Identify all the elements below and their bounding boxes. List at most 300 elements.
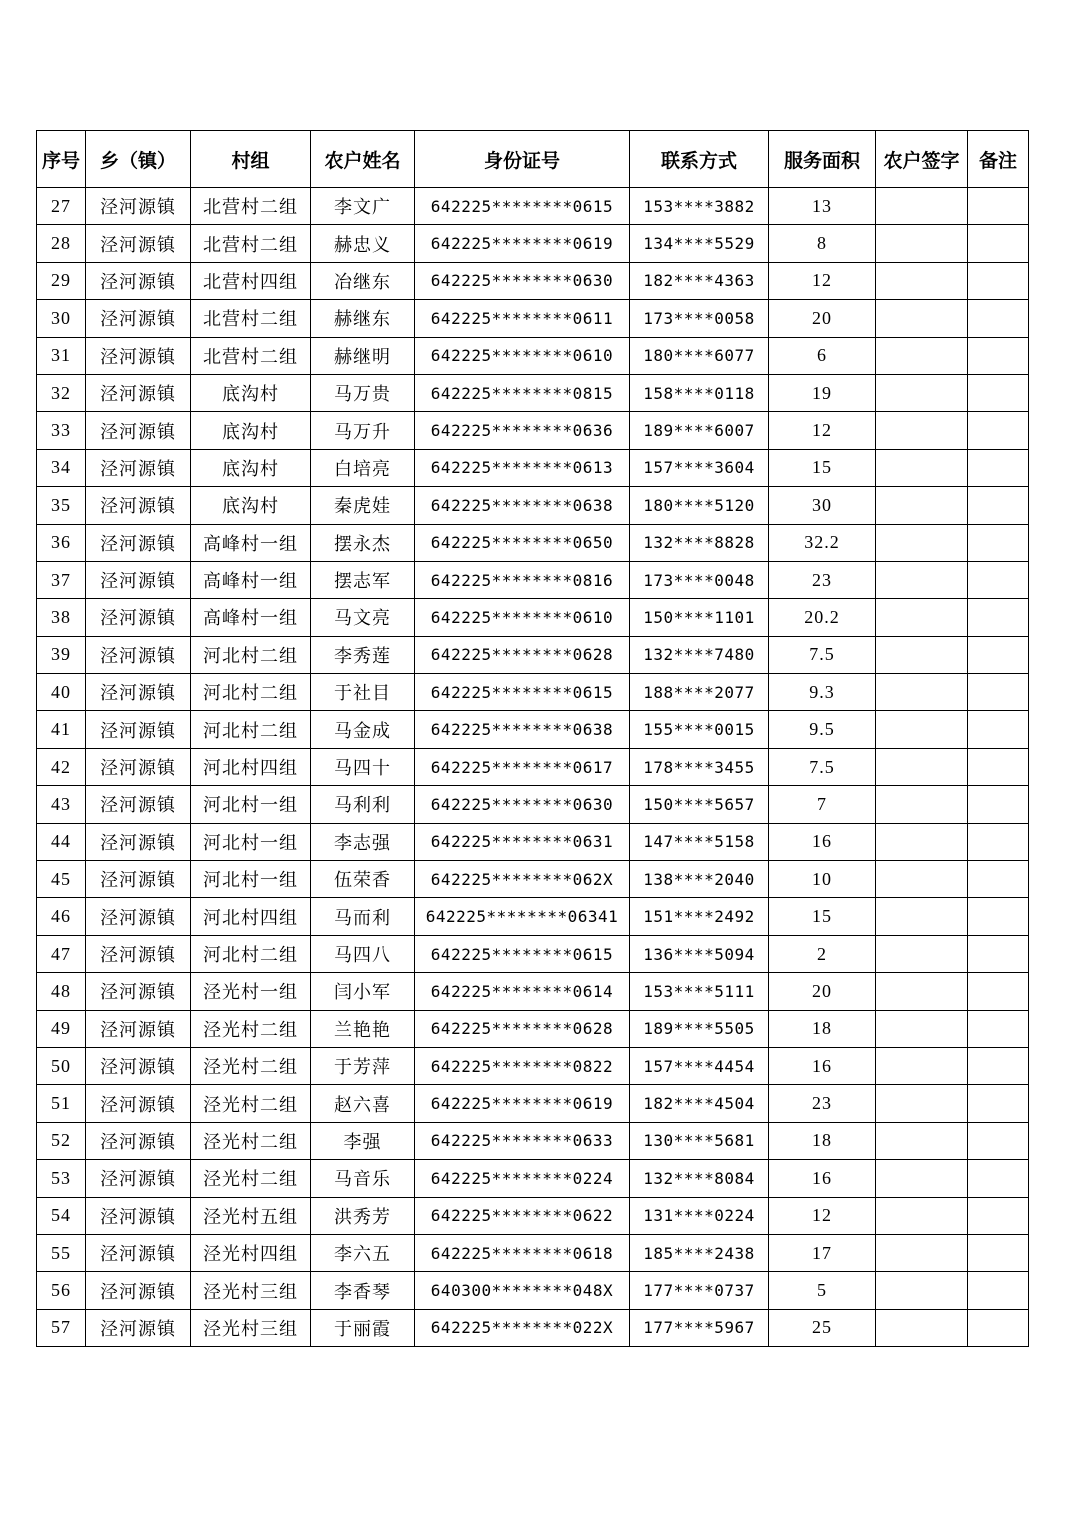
cell-village-group: 河北村二组 bbox=[191, 711, 311, 748]
cell-farmer-name: 马四八 bbox=[311, 935, 415, 972]
cell-farmer-name: 赫继东 bbox=[311, 300, 415, 337]
cell-seq: 54 bbox=[37, 1197, 86, 1234]
cell-contact: 157****3604 bbox=[630, 449, 769, 486]
cell-id-number: 642225********0630 bbox=[415, 786, 630, 823]
cell-contact: 132****7480 bbox=[630, 636, 769, 673]
cell-contact: 157****4454 bbox=[630, 1047, 769, 1084]
cell-farmer-name: 李香琴 bbox=[311, 1272, 415, 1309]
table-row bbox=[37, 823, 1029, 860]
cell-contact: 153****3882 bbox=[630, 188, 769, 225]
cell-township: 泾河源镇 bbox=[86, 1234, 191, 1271]
cell-farmer-name: 兰艳艳 bbox=[311, 1010, 415, 1047]
cell-village-group: 泾光村三组 bbox=[191, 1272, 311, 1309]
table-row bbox=[37, 1272, 1029, 1309]
cell-farmer-signature bbox=[876, 374, 968, 411]
cell-village-group: 河北村二组 bbox=[191, 935, 311, 972]
cell-remarks bbox=[968, 1309, 1029, 1346]
cell-township: 泾河源镇 bbox=[86, 300, 191, 337]
cell-seq: 30 bbox=[37, 300, 86, 337]
table-row bbox=[37, 1010, 1029, 1047]
cell-farmer-signature bbox=[876, 711, 968, 748]
cell-village-group: 泾光村二组 bbox=[191, 1047, 311, 1084]
cell-service-area: 20 bbox=[769, 300, 876, 337]
cell-farmer-signature bbox=[876, 1272, 968, 1309]
cell-contact: 132****8828 bbox=[630, 524, 769, 561]
cell-farmer-name: 赫忠义 bbox=[311, 225, 415, 262]
cell-id-number: 642225********0638 bbox=[415, 487, 630, 524]
cell-remarks bbox=[968, 1197, 1029, 1234]
cell-farmer-name: 马金成 bbox=[311, 711, 415, 748]
cell-service-area: 17 bbox=[769, 1234, 876, 1271]
cell-farmer-signature bbox=[876, 861, 968, 898]
cell-id-number: 642225********0610 bbox=[415, 599, 630, 636]
cell-farmer-name: 李六五 bbox=[311, 1234, 415, 1271]
cell-service-area: 30 bbox=[769, 487, 876, 524]
cell-remarks bbox=[968, 1047, 1029, 1084]
cell-village-group: 北营村二组 bbox=[191, 188, 311, 225]
table-row bbox=[37, 1309, 1029, 1346]
cell-contact: 151****2492 bbox=[630, 898, 769, 935]
cell-seq: 38 bbox=[37, 599, 86, 636]
cell-farmer-signature bbox=[876, 449, 968, 486]
cell-id-number: 642225********0617 bbox=[415, 748, 630, 785]
cell-village-group: 河北村一组 bbox=[191, 823, 311, 860]
cell-contact: 180****6077 bbox=[630, 337, 769, 374]
cell-seq: 53 bbox=[37, 1160, 86, 1197]
cell-id-number: 642225********0611 bbox=[415, 300, 630, 337]
cell-township: 泾河源镇 bbox=[86, 1160, 191, 1197]
cell-farmer-signature bbox=[876, 300, 968, 337]
cell-remarks bbox=[968, 636, 1029, 673]
cell-seq: 50 bbox=[37, 1047, 86, 1084]
cell-contact: 182****4504 bbox=[630, 1085, 769, 1122]
cell-farmer-name: 马音乐 bbox=[311, 1160, 415, 1197]
table-row bbox=[37, 300, 1029, 337]
cell-township: 泾河源镇 bbox=[86, 861, 191, 898]
cell-village-group: 河北村一组 bbox=[191, 786, 311, 823]
cell-remarks bbox=[968, 861, 1029, 898]
cell-id-number: 642225********0614 bbox=[415, 973, 630, 1010]
cell-farmer-name: 摆志军 bbox=[311, 561, 415, 598]
cell-village-group: 泾光村一组 bbox=[191, 973, 311, 1010]
cell-seq: 44 bbox=[37, 823, 86, 860]
cell-id-number: 642225********0630 bbox=[415, 262, 630, 299]
cell-contact: 173****0048 bbox=[630, 561, 769, 598]
cell-farmer-signature bbox=[876, 599, 968, 636]
cell-village-group: 泾光村四组 bbox=[191, 1234, 311, 1271]
cell-service-area: 8 bbox=[769, 225, 876, 262]
cell-township: 泾河源镇 bbox=[86, 412, 191, 449]
cell-contact: 189****5505 bbox=[630, 1010, 769, 1047]
cell-id-number: 642225********0631 bbox=[415, 823, 630, 860]
cell-farmer-signature bbox=[876, 188, 968, 225]
cell-id-number: 642225********0615 bbox=[415, 674, 630, 711]
cell-village-group: 北营村四组 bbox=[191, 262, 311, 299]
cell-seq: 47 bbox=[37, 935, 86, 972]
cell-remarks bbox=[968, 1085, 1029, 1122]
cell-farmer-name: 马文亮 bbox=[311, 599, 415, 636]
cell-id-number: 642225********0633 bbox=[415, 1122, 630, 1159]
cell-contact: 155****0015 bbox=[630, 711, 769, 748]
cell-township: 泾河源镇 bbox=[86, 1085, 191, 1122]
cell-farmer-signature bbox=[876, 973, 968, 1010]
cell-village-group: 河北村二组 bbox=[191, 674, 311, 711]
cell-village-group: 泾光村二组 bbox=[191, 1160, 311, 1197]
table-row bbox=[37, 1047, 1029, 1084]
cell-contact: 185****2438 bbox=[630, 1234, 769, 1271]
header-id-number: 身份证号 bbox=[415, 131, 630, 188]
cell-id-number: 642225********0615 bbox=[415, 935, 630, 972]
cell-farmer-signature bbox=[876, 823, 968, 860]
cell-farmer-signature bbox=[876, 935, 968, 972]
cell-village-group: 高峰村一组 bbox=[191, 561, 311, 598]
cell-service-area: 9.5 bbox=[769, 711, 876, 748]
table-row bbox=[37, 786, 1029, 823]
cell-id-number: 642225********0622 bbox=[415, 1197, 630, 1234]
cell-seq: 37 bbox=[37, 561, 86, 598]
table-row bbox=[37, 374, 1029, 411]
cell-service-area: 23 bbox=[769, 1085, 876, 1122]
table-row bbox=[37, 487, 1029, 524]
cell-farmer-signature bbox=[876, 524, 968, 561]
cell-remarks bbox=[968, 524, 1029, 561]
cell-village-group: 河北村二组 bbox=[191, 636, 311, 673]
cell-remarks bbox=[968, 412, 1029, 449]
cell-farmer-signature bbox=[876, 225, 968, 262]
cell-township: 泾河源镇 bbox=[86, 935, 191, 972]
cell-village-group: 泾光村二组 bbox=[191, 1010, 311, 1047]
cell-remarks bbox=[968, 898, 1029, 935]
cell-village-group: 底沟村 bbox=[191, 374, 311, 411]
cell-farmer-signature bbox=[876, 748, 968, 785]
cell-contact: 150****1101 bbox=[630, 599, 769, 636]
cell-township: 泾河源镇 bbox=[86, 636, 191, 673]
cell-seq: 35 bbox=[37, 487, 86, 524]
cell-farmer-name: 赵六喜 bbox=[311, 1085, 415, 1122]
cell-farmer-name: 赫继明 bbox=[311, 337, 415, 374]
table-row bbox=[37, 935, 1029, 972]
cell-farmer-signature bbox=[876, 561, 968, 598]
cell-seq: 39 bbox=[37, 636, 86, 673]
cell-id-number: 642225********0638 bbox=[415, 711, 630, 748]
cell-remarks bbox=[968, 599, 1029, 636]
cell-service-area: 19 bbox=[769, 374, 876, 411]
cell-village-group: 泾光村二组 bbox=[191, 1122, 311, 1159]
cell-id-number: 642225********0822 bbox=[415, 1047, 630, 1084]
cell-contact: 150****5657 bbox=[630, 786, 769, 823]
cell-farmer-name: 秦虎娃 bbox=[311, 487, 415, 524]
cell-township: 泾河源镇 bbox=[86, 225, 191, 262]
cell-township: 泾河源镇 bbox=[86, 561, 191, 598]
cell-seq: 56 bbox=[37, 1272, 86, 1309]
cell-remarks bbox=[968, 674, 1029, 711]
table-row bbox=[37, 861, 1029, 898]
cell-seq: 52 bbox=[37, 1122, 86, 1159]
cell-village-group: 泾光村二组 bbox=[191, 1085, 311, 1122]
cell-service-area: 32.2 bbox=[769, 524, 876, 561]
cell-id-number: 642225********0615 bbox=[415, 188, 630, 225]
cell-township: 泾河源镇 bbox=[86, 711, 191, 748]
cell-service-area: 20.2 bbox=[769, 599, 876, 636]
table-row bbox=[37, 1160, 1029, 1197]
cell-farmer-signature bbox=[876, 1047, 968, 1084]
cell-id-number: 642225********0224 bbox=[415, 1160, 630, 1197]
cell-village-group: 高峰村一组 bbox=[191, 524, 311, 561]
cell-village-group: 北营村二组 bbox=[191, 337, 311, 374]
cell-seq: 27 bbox=[37, 188, 86, 225]
cell-id-number: 642225********06341 bbox=[415, 898, 630, 935]
cell-farmer-signature bbox=[876, 337, 968, 374]
cell-seq: 40 bbox=[37, 674, 86, 711]
cell-village-group: 北营村二组 bbox=[191, 225, 311, 262]
cell-township: 泾河源镇 bbox=[86, 674, 191, 711]
cell-contact: 158****0118 bbox=[630, 374, 769, 411]
cell-service-area: 12 bbox=[769, 1197, 876, 1234]
cell-id-number: 642225********0636 bbox=[415, 412, 630, 449]
table-row bbox=[37, 188, 1029, 225]
cell-seq: 34 bbox=[37, 449, 86, 486]
cell-farmer-name: 李文广 bbox=[311, 188, 415, 225]
cell-farmer-signature bbox=[876, 1160, 968, 1197]
cell-remarks bbox=[968, 935, 1029, 972]
cell-contact: 130****5681 bbox=[630, 1122, 769, 1159]
cell-township: 泾河源镇 bbox=[86, 524, 191, 561]
cell-remarks bbox=[968, 300, 1029, 337]
cell-township: 泾河源镇 bbox=[86, 786, 191, 823]
cell-township: 泾河源镇 bbox=[86, 1309, 191, 1346]
cell-township: 泾河源镇 bbox=[86, 1122, 191, 1159]
header-township: 乡（镇） bbox=[86, 131, 191, 188]
cell-remarks bbox=[968, 786, 1029, 823]
cell-contact: 153****5111 bbox=[630, 973, 769, 1010]
cell-service-area: 6 bbox=[769, 337, 876, 374]
cell-village-group: 河北村四组 bbox=[191, 898, 311, 935]
cell-service-area: 9.3 bbox=[769, 674, 876, 711]
cell-farmer-signature bbox=[876, 1309, 968, 1346]
cell-seq: 45 bbox=[37, 861, 86, 898]
table-row bbox=[37, 674, 1029, 711]
cell-township: 泾河源镇 bbox=[86, 748, 191, 785]
cell-service-area: 25 bbox=[769, 1309, 876, 1346]
cell-service-area: 13 bbox=[769, 188, 876, 225]
table-row bbox=[37, 711, 1029, 748]
header-seq: 序号 bbox=[37, 131, 86, 188]
cell-service-area: 16 bbox=[769, 1160, 876, 1197]
cell-village-group: 泾光村五组 bbox=[191, 1197, 311, 1234]
cell-id-number: 642225********0650 bbox=[415, 524, 630, 561]
table-row bbox=[37, 636, 1029, 673]
table-body bbox=[37, 188, 1029, 1347]
cell-service-area: 16 bbox=[769, 823, 876, 860]
cell-township: 泾河源镇 bbox=[86, 1010, 191, 1047]
cell-farmer-signature bbox=[876, 674, 968, 711]
cell-id-number: 642225********0610 bbox=[415, 337, 630, 374]
cell-seq: 46 bbox=[37, 898, 86, 935]
cell-contact: 182****4363 bbox=[630, 262, 769, 299]
cell-seq: 32 bbox=[37, 374, 86, 411]
cell-service-area: 12 bbox=[769, 412, 876, 449]
cell-contact: 138****2040 bbox=[630, 861, 769, 898]
cell-service-area: 5 bbox=[769, 1272, 876, 1309]
cell-remarks bbox=[968, 711, 1029, 748]
cell-farmer-signature bbox=[876, 898, 968, 935]
cell-farmer-name: 于社目 bbox=[311, 674, 415, 711]
cell-contact: 147****5158 bbox=[630, 823, 769, 860]
cell-seq: 36 bbox=[37, 524, 86, 561]
cell-farmer-signature bbox=[876, 786, 968, 823]
cell-service-area: 18 bbox=[769, 1122, 876, 1159]
cell-remarks bbox=[968, 188, 1029, 225]
table-row bbox=[37, 1197, 1029, 1234]
cell-id-number: 642225********0619 bbox=[415, 225, 630, 262]
cell-id-number: 642225********0618 bbox=[415, 1234, 630, 1271]
table-row bbox=[37, 1122, 1029, 1159]
cell-farmer-signature bbox=[876, 1010, 968, 1047]
cell-contact: 188****2077 bbox=[630, 674, 769, 711]
cell-service-area: 7.5 bbox=[769, 636, 876, 673]
cell-service-area: 18 bbox=[769, 1010, 876, 1047]
table-row bbox=[37, 1234, 1029, 1271]
cell-contact: 136****5094 bbox=[630, 935, 769, 972]
table-row bbox=[37, 973, 1029, 1010]
header-service-area: 服务面积 bbox=[769, 131, 876, 188]
header-remarks: 备注 bbox=[968, 131, 1029, 188]
cell-service-area: 20 bbox=[769, 973, 876, 1010]
cell-seq: 51 bbox=[37, 1085, 86, 1122]
cell-farmer-signature bbox=[876, 1197, 968, 1234]
cell-remarks bbox=[968, 1234, 1029, 1271]
cell-village-group: 泾光村三组 bbox=[191, 1309, 311, 1346]
cell-farmer-signature bbox=[876, 262, 968, 299]
cell-farmer-signature bbox=[876, 412, 968, 449]
cell-seq: 48 bbox=[37, 973, 86, 1010]
cell-farmer-name: 马四十 bbox=[311, 748, 415, 785]
cell-id-number: 642225********0619 bbox=[415, 1085, 630, 1122]
cell-remarks bbox=[968, 1010, 1029, 1047]
cell-service-area: 12 bbox=[769, 262, 876, 299]
cell-contact: 177****5967 bbox=[630, 1309, 769, 1346]
table-row bbox=[37, 898, 1029, 935]
cell-id-number: 642225********062X bbox=[415, 861, 630, 898]
cell-farmer-name: 李秀莲 bbox=[311, 636, 415, 673]
cell-farmer-signature bbox=[876, 487, 968, 524]
cell-village-group: 北营村二组 bbox=[191, 300, 311, 337]
header-contact: 联系方式 bbox=[630, 131, 769, 188]
cell-township: 泾河源镇 bbox=[86, 374, 191, 411]
cell-farmer-name: 于丽霞 bbox=[311, 1309, 415, 1346]
table-row bbox=[37, 599, 1029, 636]
cell-contact: 134****5529 bbox=[630, 225, 769, 262]
cell-remarks bbox=[968, 487, 1029, 524]
cell-farmer-name: 冶继东 bbox=[311, 262, 415, 299]
cell-village-group: 河北村四组 bbox=[191, 748, 311, 785]
header-village-group: 村组 bbox=[191, 131, 311, 188]
cell-township: 泾河源镇 bbox=[86, 449, 191, 486]
cell-township: 泾河源镇 bbox=[86, 262, 191, 299]
cell-remarks bbox=[968, 823, 1029, 860]
cell-remarks bbox=[968, 225, 1029, 262]
cell-village-group: 底沟村 bbox=[191, 487, 311, 524]
cell-remarks bbox=[968, 748, 1029, 785]
header-farmer-name: 农户姓名 bbox=[311, 131, 415, 188]
cell-farmer-name: 马利利 bbox=[311, 786, 415, 823]
cell-township: 泾河源镇 bbox=[86, 1272, 191, 1309]
table-row bbox=[37, 748, 1029, 785]
cell-farmer-name: 伍荣香 bbox=[311, 861, 415, 898]
table-row bbox=[37, 225, 1029, 262]
cell-village-group: 高峰村一组 bbox=[191, 599, 311, 636]
table-row bbox=[37, 561, 1029, 598]
table-row bbox=[37, 1085, 1029, 1122]
cell-township: 泾河源镇 bbox=[86, 487, 191, 524]
cell-id-number: 642225********0613 bbox=[415, 449, 630, 486]
table-row bbox=[37, 449, 1029, 486]
cell-service-area: 15 bbox=[769, 449, 876, 486]
cell-id-number: 642225********0816 bbox=[415, 561, 630, 598]
table-row bbox=[37, 262, 1029, 299]
cell-id-number: 642225********0628 bbox=[415, 636, 630, 673]
cell-service-area: 23 bbox=[769, 561, 876, 598]
cell-seq: 43 bbox=[37, 786, 86, 823]
cell-service-area: 16 bbox=[769, 1047, 876, 1084]
cell-farmer-signature bbox=[876, 636, 968, 673]
cell-village-group: 底沟村 bbox=[191, 449, 311, 486]
cell-id-number: 642225********0628 bbox=[415, 1010, 630, 1047]
cell-farmer-name: 马而利 bbox=[311, 898, 415, 935]
cell-remarks bbox=[968, 561, 1029, 598]
cell-village-group: 河北村一组 bbox=[191, 861, 311, 898]
cell-contact: 132****8084 bbox=[630, 1160, 769, 1197]
cell-farmer-name: 于芳萍 bbox=[311, 1047, 415, 1084]
cell-service-area: 10 bbox=[769, 861, 876, 898]
cell-contact: 189****6007 bbox=[630, 412, 769, 449]
cell-contact: 131****0224 bbox=[630, 1197, 769, 1234]
cell-remarks bbox=[968, 374, 1029, 411]
cell-farmer-name: 白培亮 bbox=[311, 449, 415, 486]
cell-farmer-name: 闫小军 bbox=[311, 973, 415, 1010]
cell-service-area: 7.5 bbox=[769, 748, 876, 785]
cell-id-number: 642225********0815 bbox=[415, 374, 630, 411]
table-row bbox=[37, 524, 1029, 561]
cell-township: 泾河源镇 bbox=[86, 823, 191, 860]
cell-seq: 57 bbox=[37, 1309, 86, 1346]
cell-farmer-signature bbox=[876, 1234, 968, 1271]
cell-farmer-name: 李志强 bbox=[311, 823, 415, 860]
header-farmer-signature: 农户签字 bbox=[876, 131, 968, 188]
cell-township: 泾河源镇 bbox=[86, 1197, 191, 1234]
cell-contact: 173****0058 bbox=[630, 300, 769, 337]
cell-remarks bbox=[968, 1272, 1029, 1309]
cell-township: 泾河源镇 bbox=[86, 898, 191, 935]
cell-seq: 55 bbox=[37, 1234, 86, 1271]
cell-township: 泾河源镇 bbox=[86, 337, 191, 374]
cell-service-area: 7 bbox=[769, 786, 876, 823]
cell-farmer-signature bbox=[876, 1085, 968, 1122]
cell-village-group: 底沟村 bbox=[191, 412, 311, 449]
cell-remarks bbox=[968, 262, 1029, 299]
cell-seq: 42 bbox=[37, 748, 86, 785]
cell-remarks bbox=[968, 1160, 1029, 1197]
header-row bbox=[37, 131, 1029, 188]
cell-farmer-name: 洪秀芳 bbox=[311, 1197, 415, 1234]
cell-township: 泾河源镇 bbox=[86, 188, 191, 225]
cell-farmer-name: 马万贵 bbox=[311, 374, 415, 411]
cell-farmer-name: 马万升 bbox=[311, 412, 415, 449]
cell-seq: 33 bbox=[37, 412, 86, 449]
cell-township: 泾河源镇 bbox=[86, 1047, 191, 1084]
cell-service-area: 15 bbox=[769, 898, 876, 935]
cell-farmer-signature bbox=[876, 1122, 968, 1159]
